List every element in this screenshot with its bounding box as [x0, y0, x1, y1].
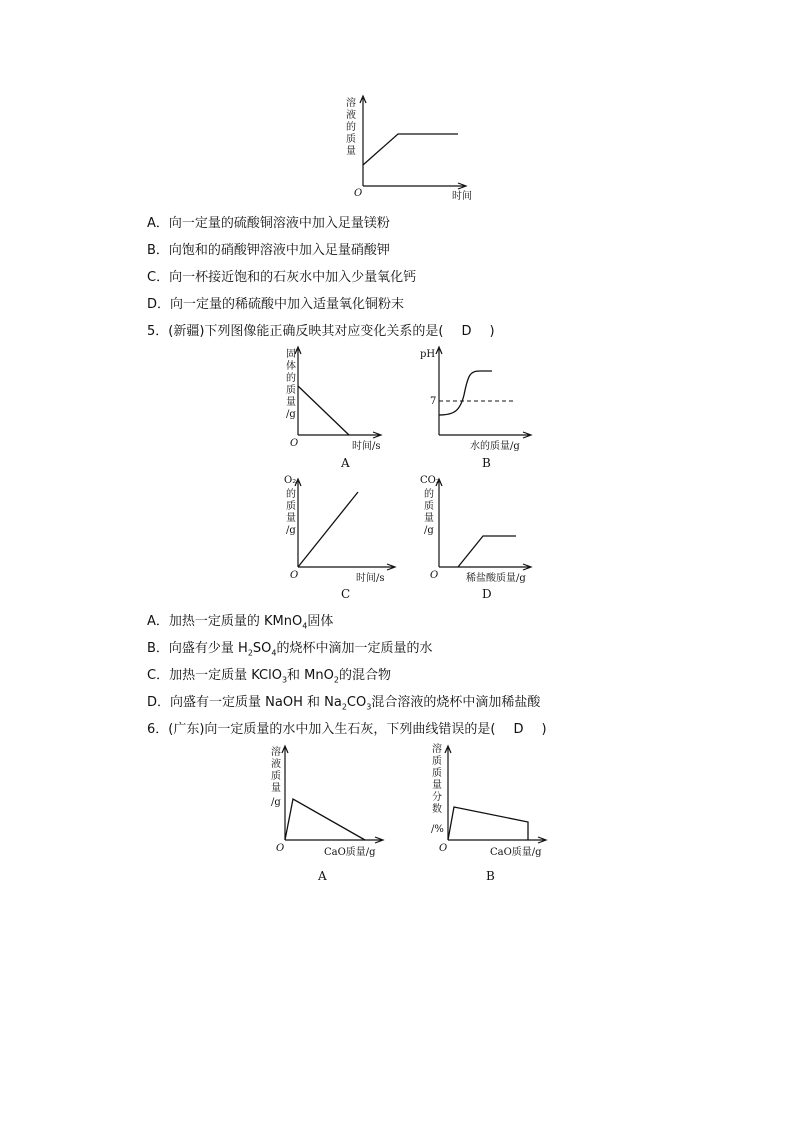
q4-option-a: A．向一定量的硫酸铜溶液中加入足量镁粉	[147, 216, 390, 231]
y-label-char: 的	[424, 489, 434, 500]
y-label-char: 数	[432, 804, 442, 815]
graph-caption: C	[341, 587, 351, 601]
y-label-char: /g	[424, 525, 434, 536]
question-6	[147, 718, 547, 737]
y-label-char: 体	[286, 361, 296, 372]
option-text: SO	[252, 641, 272, 656]
y-label-char: /g	[271, 797, 281, 808]
origin-label: O	[290, 570, 299, 581]
option-text: 固体	[307, 614, 334, 629]
graph-5b	[418, 345, 538, 473]
subscript: 2	[333, 675, 339, 685]
y-label-top: CO₂	[420, 475, 440, 486]
y-label-char: 溶	[271, 747, 281, 758]
question-close: )	[489, 324, 495, 339]
subscript: 4	[271, 648, 277, 658]
q4-option-d: D．向一定量的稀硫酸中加入适量氧化铜粉末	[147, 297, 405, 312]
x-axis	[448, 837, 546, 843]
answer: D	[461, 324, 472, 339]
curve	[448, 807, 528, 840]
option-text: 的混合物	[338, 668, 391, 683]
x-axis-label: 时间	[452, 191, 472, 202]
option-text: CO	[346, 695, 367, 710]
graph-solution-mass-vs-time	[340, 92, 480, 207]
y-label-char: /g	[286, 525, 296, 536]
y-label-char: /%	[431, 824, 444, 835]
question-5	[147, 320, 495, 339]
origin-label: O	[290, 438, 299, 449]
option-text: D．向盛有一定质量 NaOH 和 Na	[147, 695, 342, 710]
y-label-char: 量	[286, 513, 296, 524]
graph-6a	[268, 743, 388, 885]
graph-caption: D	[482, 587, 492, 601]
origin-label: O	[439, 843, 448, 854]
y-label-char: 的	[286, 489, 296, 500]
x-axis	[439, 432, 531, 438]
graph-5a	[282, 345, 382, 473]
x-axis	[285, 837, 383, 843]
curve	[363, 134, 458, 165]
y-label-char: 液	[271, 759, 281, 770]
y-tick-7: 7	[430, 396, 437, 407]
answer: D	[513, 722, 524, 737]
option-text: C．加热一定质量 KClO	[147, 668, 282, 683]
x-axis-label: 水的质量/g	[470, 441, 520, 452]
x-axis	[439, 564, 531, 570]
q5-option-b	[147, 637, 433, 658]
question-text: 5．(新疆)下列图像能正确反映其对应变化关系的是(	[147, 324, 444, 339]
q4-option-c: C．向一杯接近饱和的石灰水中加入少量氧化钙	[147, 270, 417, 285]
y-label-char: /g	[286, 409, 296, 420]
curve	[458, 536, 516, 567]
subscript: 4	[302, 621, 308, 631]
x-axis-label: 稀盐酸质量/g	[466, 573, 526, 584]
graph-6b	[428, 740, 553, 885]
y-label-char: 质	[286, 385, 296, 396]
curve	[285, 799, 365, 840]
y-label-char: 量	[432, 780, 442, 791]
q5-option-d	[147, 691, 540, 712]
graph-5d	[418, 473, 543, 603]
curve	[298, 386, 349, 435]
y-label-char: 质	[424, 501, 434, 512]
y-axis	[436, 347, 442, 435]
subscript: 2	[341, 702, 347, 712]
question-close: )	[541, 722, 547, 737]
option-text: 的烧杯中滴加一定质量的水	[276, 641, 433, 656]
y-label-char: 液	[346, 110, 356, 121]
graph-caption: A	[341, 456, 350, 470]
y-axis	[360, 96, 366, 186]
y-label-char: 质	[346, 134, 356, 145]
x-axis-label: 时间/s	[352, 441, 381, 452]
y-label-char: 固	[286, 349, 296, 360]
question-text: 6．(广东)向一定质量的水中加入生石灰，下列曲线错误的是(	[147, 722, 496, 737]
y-label-char: 量	[346, 146, 356, 157]
option-text: 混合溶液的烧杯中滴加稀盐酸	[371, 695, 541, 710]
y-axis-label	[346, 96, 356, 157]
y-label-char: 量	[286, 397, 296, 408]
x-axis	[298, 564, 395, 570]
q5-option-c	[147, 664, 391, 685]
y-label-char: 溶	[346, 98, 356, 109]
option-text: B．向盛有少量 H	[147, 641, 248, 656]
graph-caption: B	[486, 869, 495, 883]
y-label-char: 质	[432, 768, 442, 779]
origin-label: O	[354, 188, 363, 199]
subscript: 2	[247, 648, 253, 658]
y-label-char: 量	[271, 783, 281, 794]
x-axis	[363, 183, 466, 189]
y-label-char: 质	[271, 771, 281, 782]
subscript: 3	[281, 675, 288, 685]
y-label-char: 量	[424, 513, 434, 524]
x-axis-label: CaO质量/g	[324, 847, 376, 858]
x-axis-label: CaO质量/g	[490, 847, 542, 858]
y-label-char: 质	[432, 756, 442, 767]
graph-caption: A	[318, 869, 327, 883]
y-axis	[436, 479, 442, 567]
y-label-char: 的	[346, 122, 356, 133]
y-label-char: 质	[286, 501, 296, 512]
graph-5c	[282, 473, 397, 603]
y-label-char: 分	[432, 792, 442, 803]
option-text: 和 MnO	[287, 668, 334, 683]
origin-label: O	[430, 570, 439, 581]
x-axis	[298, 432, 381, 438]
y-axis-label: pH	[420, 349, 436, 360]
graph-caption: B	[482, 456, 491, 470]
y-label-char: 的	[286, 373, 296, 384]
curve	[439, 371, 492, 415]
x-axis-label: 时间/s	[356, 573, 385, 584]
q4-option-b: B．向饱和的硝酸钾溶液中加入足量硝酸钾	[147, 243, 390, 258]
subscript: 3	[366, 702, 372, 712]
option-text: A．加热一定质量的 KMnO	[147, 614, 303, 629]
q5-option-a	[147, 610, 333, 631]
origin-label: O	[276, 843, 285, 854]
y-label-char: 溶	[432, 744, 442, 755]
curve	[298, 492, 358, 567]
y-label-top: O₂	[284, 475, 297, 486]
